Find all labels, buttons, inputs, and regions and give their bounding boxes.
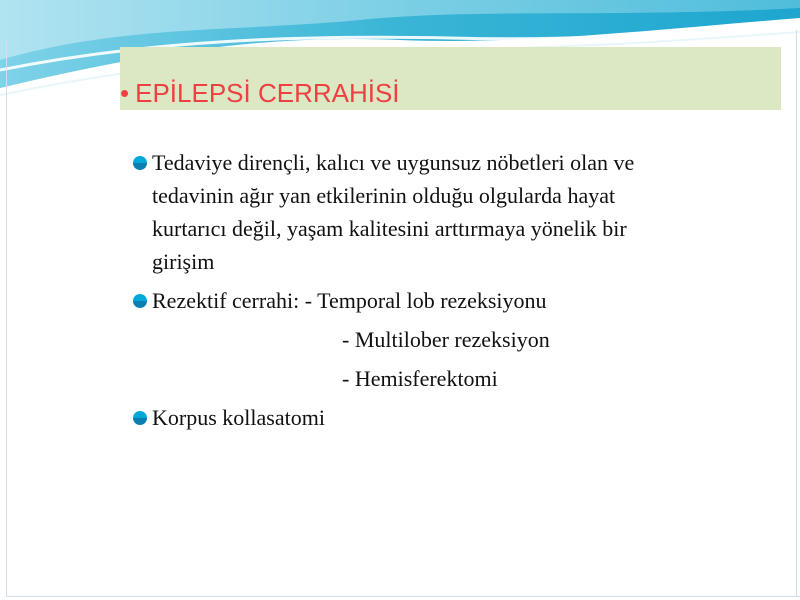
sub-item-hemisferektomi: - Hemisferektomi [342, 366, 498, 391]
bullet-item-1 [132, 146, 772, 278]
right-border-line [796, 30, 797, 596]
bullet-circle-icon [132, 155, 148, 171]
slide-title-text: EPİLEPSİ CERRAHİSİ [135, 78, 400, 108]
bullet-circle-icon [132, 293, 148, 309]
bullet-text-1-line-3: kurtarıcı değil, yaşam kalitesini arttırmaya yönelik bir [152, 216, 627, 241]
bullet-text-3: Korpus kollasatomi [152, 405, 325, 430]
bullet-circle-icon [132, 410, 148, 426]
left-border-line [6, 40, 7, 596]
bullet-text-1-line-2: tedavinin ağır yan etkilerinin olduğu olgularda hayat [152, 183, 616, 208]
title-bullet-icon: • [120, 78, 130, 108]
bottom-border-line [6, 596, 800, 597]
slide-title [120, 76, 400, 110]
bullet-item-3 [132, 401, 772, 434]
sub-item-multilober: - Multilober rezeksiyon [342, 327, 550, 352]
bullet-text-2: Rezektif cerrahi: - Temporal lob rezeksiyonu [152, 288, 547, 313]
bullet-text-1: Tedaviye dirençli, kalıcı ve uygunsuz nöbetleri olan ve [152, 150, 635, 175]
slide-content [132, 146, 772, 440]
bullet-item-2 [132, 284, 772, 317]
bullet-text-1-line-4: girişim [152, 249, 215, 274]
